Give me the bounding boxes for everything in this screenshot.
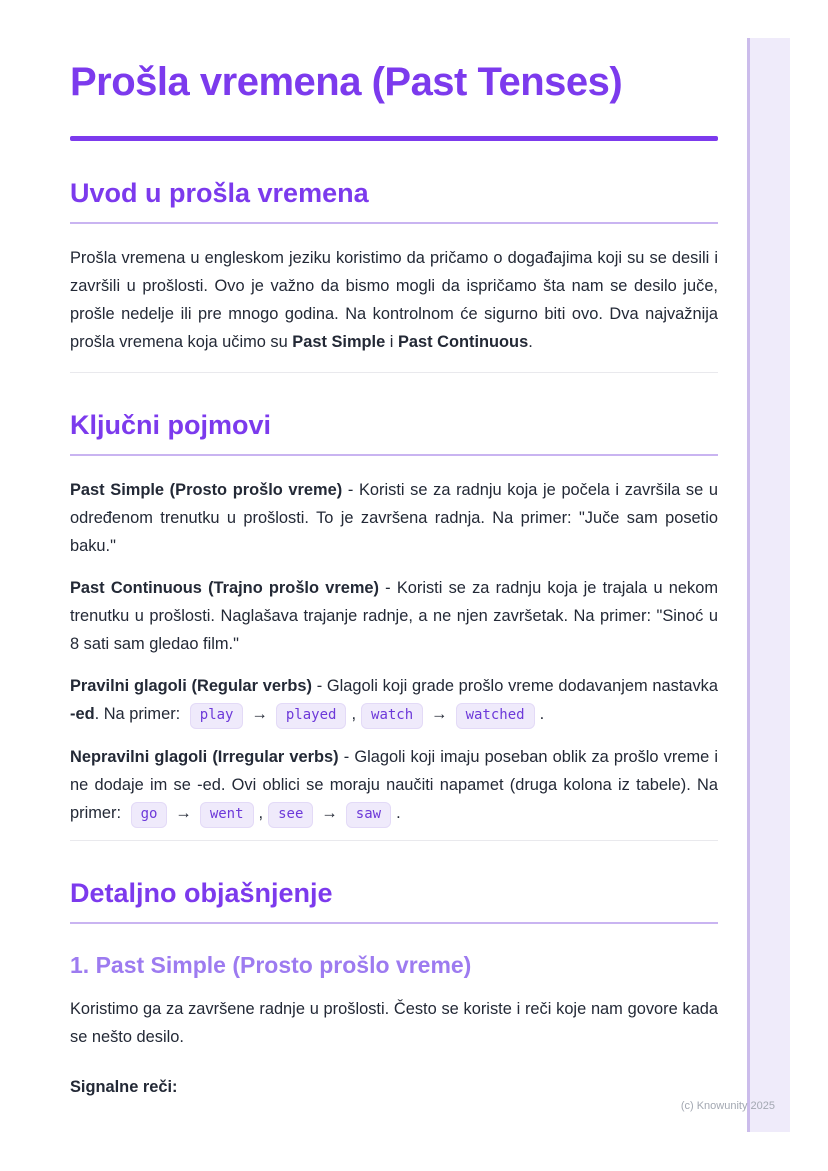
definition-past-simple <box>70 476 718 560</box>
section-detaljno-objasnjenje <box>70 877 718 1101</box>
document-content <box>70 0 718 1101</box>
intro-paragraph <box>70 244 718 356</box>
definition-text: . Na primer: <box>94 705 185 723</box>
term-past-continuous: Past Continuous <box>397 333 529 351</box>
definition-text: - Glagoli koji imaju poseban oblik za prošlo vreme i ne dodaje im se -ed. Ovi oblici se moraju naučiti napamet (druga kolona iz tabele). Na primer: <box>70 748 718 822</box>
section-divider <box>70 840 718 841</box>
code-chip: saw <box>346 802 391 828</box>
code-chip: watched <box>456 703 535 729</box>
definition-irregular-verbs <box>70 743 718 828</box>
suffix-ed: -ed <box>70 705 95 723</box>
code-chip: go <box>131 802 168 828</box>
definition-term: Pravilni glagoli (Regular verbs) <box>70 677 312 695</box>
code-chip: play <box>190 703 244 729</box>
section-heading-detaljno: Detaljno objašnjenje <box>70 877 718 924</box>
definition-text: - Glagoli koji grade prošlo vreme dodavanjem nastavka <box>311 677 718 695</box>
past-simple-paragraph: Koristimo ga za završene radnje u prošlosti. Često se koriste i reči koje nam govore kada se nešto desilo. <box>70 1000 718 1046</box>
section-heading-kljucni: Ključni pojmovi <box>70 409 718 456</box>
page-title: Prošla vremena (Past Tenses) <box>70 60 623 104</box>
code-chip: played <box>276 703 347 729</box>
definition-past-continuous <box>70 574 718 658</box>
definition-term: Past Continuous (Trajno prošlo vreme) <box>70 579 379 597</box>
arrow-right-icon: → <box>431 705 448 723</box>
section-kljucni-pojmovi <box>70 409 718 828</box>
separator: . <box>396 804 401 822</box>
arrow-right-icon: → <box>175 804 192 822</box>
intro-text-1: Prošla vremena u engleskom jeziku koristimo da pričamo o događajima koji su se desili i završili u prošlosti. Ovo je važno da bismo mogli da ispričamo šta nam se desilo juče, prošle nedelje ili pre mnogo godina. Na kontrolnom će sigurno biti ovo. Dva najvažnija prošla vremena koja učimo su <box>70 249 718 351</box>
code-chip: went <box>200 802 254 828</box>
definition-term: Nepravilni glagoli (Irregular verbs) <box>70 748 339 766</box>
signal-words-label <box>70 1073 718 1101</box>
arrow-right-icon: → <box>251 705 268 723</box>
code-chip: watch <box>361 703 423 729</box>
section-heading-uvod: Uvod u prošla vremena <box>70 177 718 224</box>
separator: , <box>351 705 357 723</box>
section-divider <box>70 372 718 373</box>
arrow-right-icon: → <box>321 804 338 822</box>
definition-text: - Koristi se za radnju koja je počela i završila se u određenom trenutku u prošlosti. To je završena radnja. Na primer: "Juče sam posetio baku." <box>70 481 718 555</box>
definition-regular-verbs <box>70 672 718 729</box>
intro-text-2: i <box>385 333 398 351</box>
title-rule <box>70 136 718 141</box>
section-uvod <box>70 177 718 356</box>
intro-text-3: . <box>528 333 533 351</box>
page-edge-bar <box>747 38 790 1132</box>
definition-term: Past Simple (Prosto prošlo vreme) <box>70 481 343 499</box>
signal-words-text: Signalne reči: <box>70 1078 178 1096</box>
subsection-heading-past-simple: 1. Past Simple (Prosto prošlo vreme) <box>70 952 472 978</box>
definition-text: - Koristi se za radnju koja je trajala u nekom trenutku u prošlosti. Naglašava trajanje radnje, a ne njen završetak. Na primer: "Sinoć u 8 sati sam gledao film." <box>70 579 718 653</box>
term-past-simple: Past Simple <box>292 333 386 351</box>
separator: , <box>258 804 264 822</box>
separator: . <box>539 705 545 723</box>
code-chip: see <box>268 802 313 828</box>
copyright-watermark: (c) Knowunity 2025 <box>680 1100 775 1112</box>
